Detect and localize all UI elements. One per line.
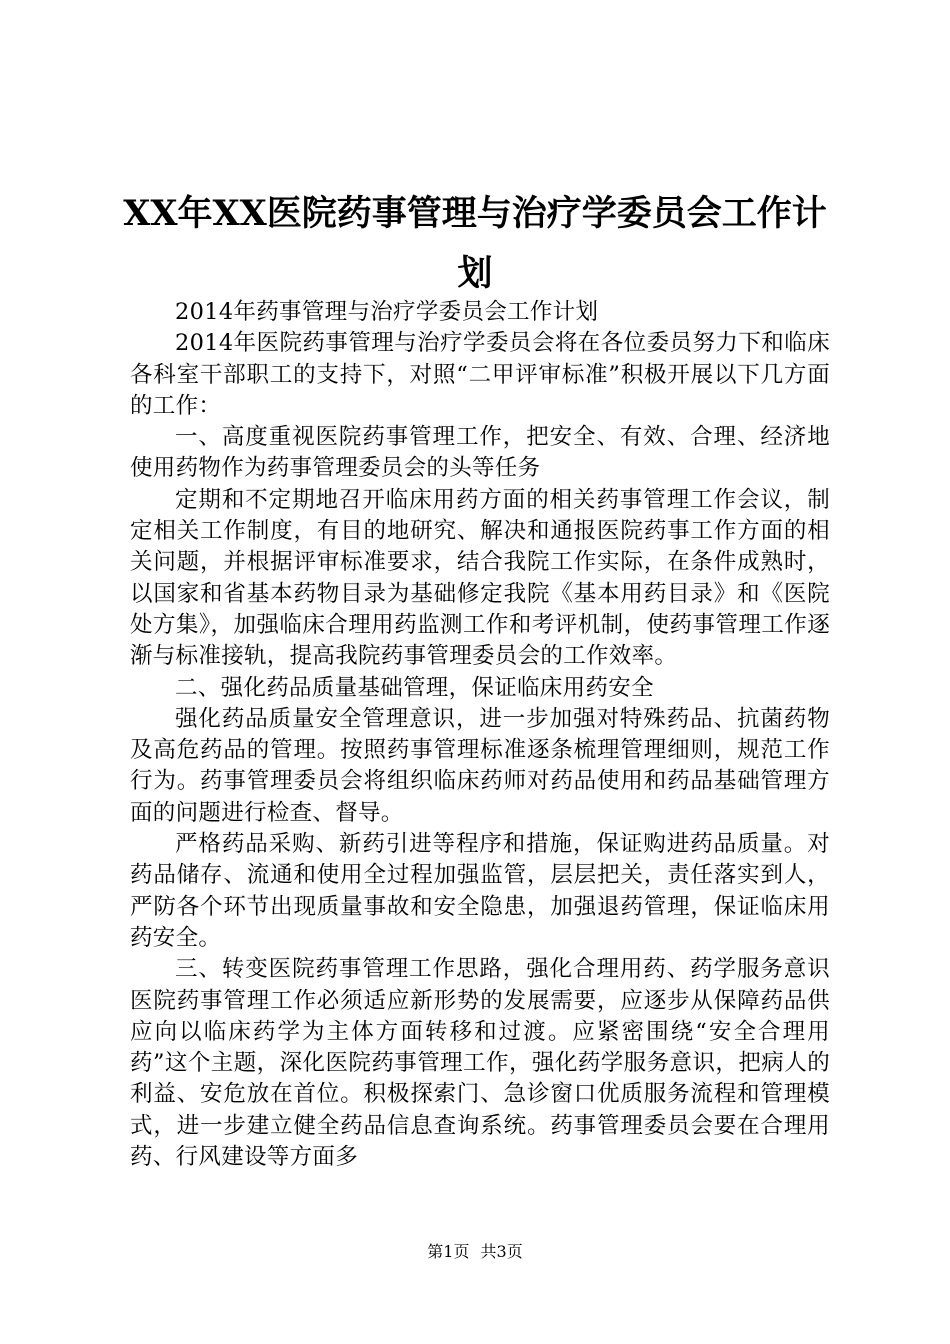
section-heading-2: 二、强化药品质量基础管理，保证临床用药安全 [175,674,654,701]
page-number: 第1页 [427,1242,470,1261]
intro-paragraph: 2014年医院药事管理与治疗学委员会将在各位委员努力下和临床各科室干部职工的支持下，对照“二甲评审标准”积极开展以下几方面的工作： [130,330,830,419]
body-paragraph: 严格药品采购、新药引进等程序和措施，保证购进药品质量。对药品储存、流通和使用全过程加强监管，层层把关，责任落实到人，严防各个环节出现质量事故和安全隐患，加强退药管理，保证临床用药安全。 [130,831,830,951]
section-heading-1: 一、高度重视医院药事管理工作，把安全、有效、合理、经济地使用药物作为药事管理委员会的头等任务 [130,424,830,482]
section-heading-3: 三、转变医院药事管理工作思路，强化合理用药、药学服务意识医院药事管理工作必须适应新形势的发展需要，应逐步从保障药品供应向以临床药学为主体方面转移和过渡。应紧密围绕“安全合理用药”这个主题，深化医院药事管理工作，强化药学服务意识，把病人的利益、安危放在首位。积极探索门、急诊窗口优质服务流程和管理模式，进一步建立健全药品信息查询系统。药事管理委员会要在合理用药、行风建设等方面多 [130,956,830,1171]
body-paragraph: 定期和不定期地召开临床用药方面的相关药事管理工作会议，制定相关工作制度，有目的地研究、解决和通报医院药事工作方面的相关问题，并根据评审标准要求，结合我院工作实际，在条件成熟时，以国家和省基本药物目录为基础修定我院《基本用药目录》和《医院处方集》，加强临床合理用药监测工作和考评机制，使药事管理工作逐渐与标准接轨，提高我院药事管理委员会的工作效率。 [130,486,830,670]
title-line-1: XX年XX医院药事管理与治疗学委员会工作计 [123,193,827,234]
subtitle-paragraph: 2014年药事管理与治疗学委员会工作计划 [175,299,599,325]
body-paragraph: 强化药品质量安全管理意识，进一步加强对特殊药品、抗菌药物及高危药品的管理。按照药事管理标准逐条梳理管理细则，规范工作行为。药事管理委员会将组织临床药师对药品使用和药品基础管理方面的问题进行检查、督导。 [130,705,830,826]
page-footer [0,1242,950,1262]
page-total: 共3页 [480,1242,523,1261]
title-line-2: 划 [457,253,493,294]
document-body [130,297,830,1173]
document-title [120,184,830,304]
